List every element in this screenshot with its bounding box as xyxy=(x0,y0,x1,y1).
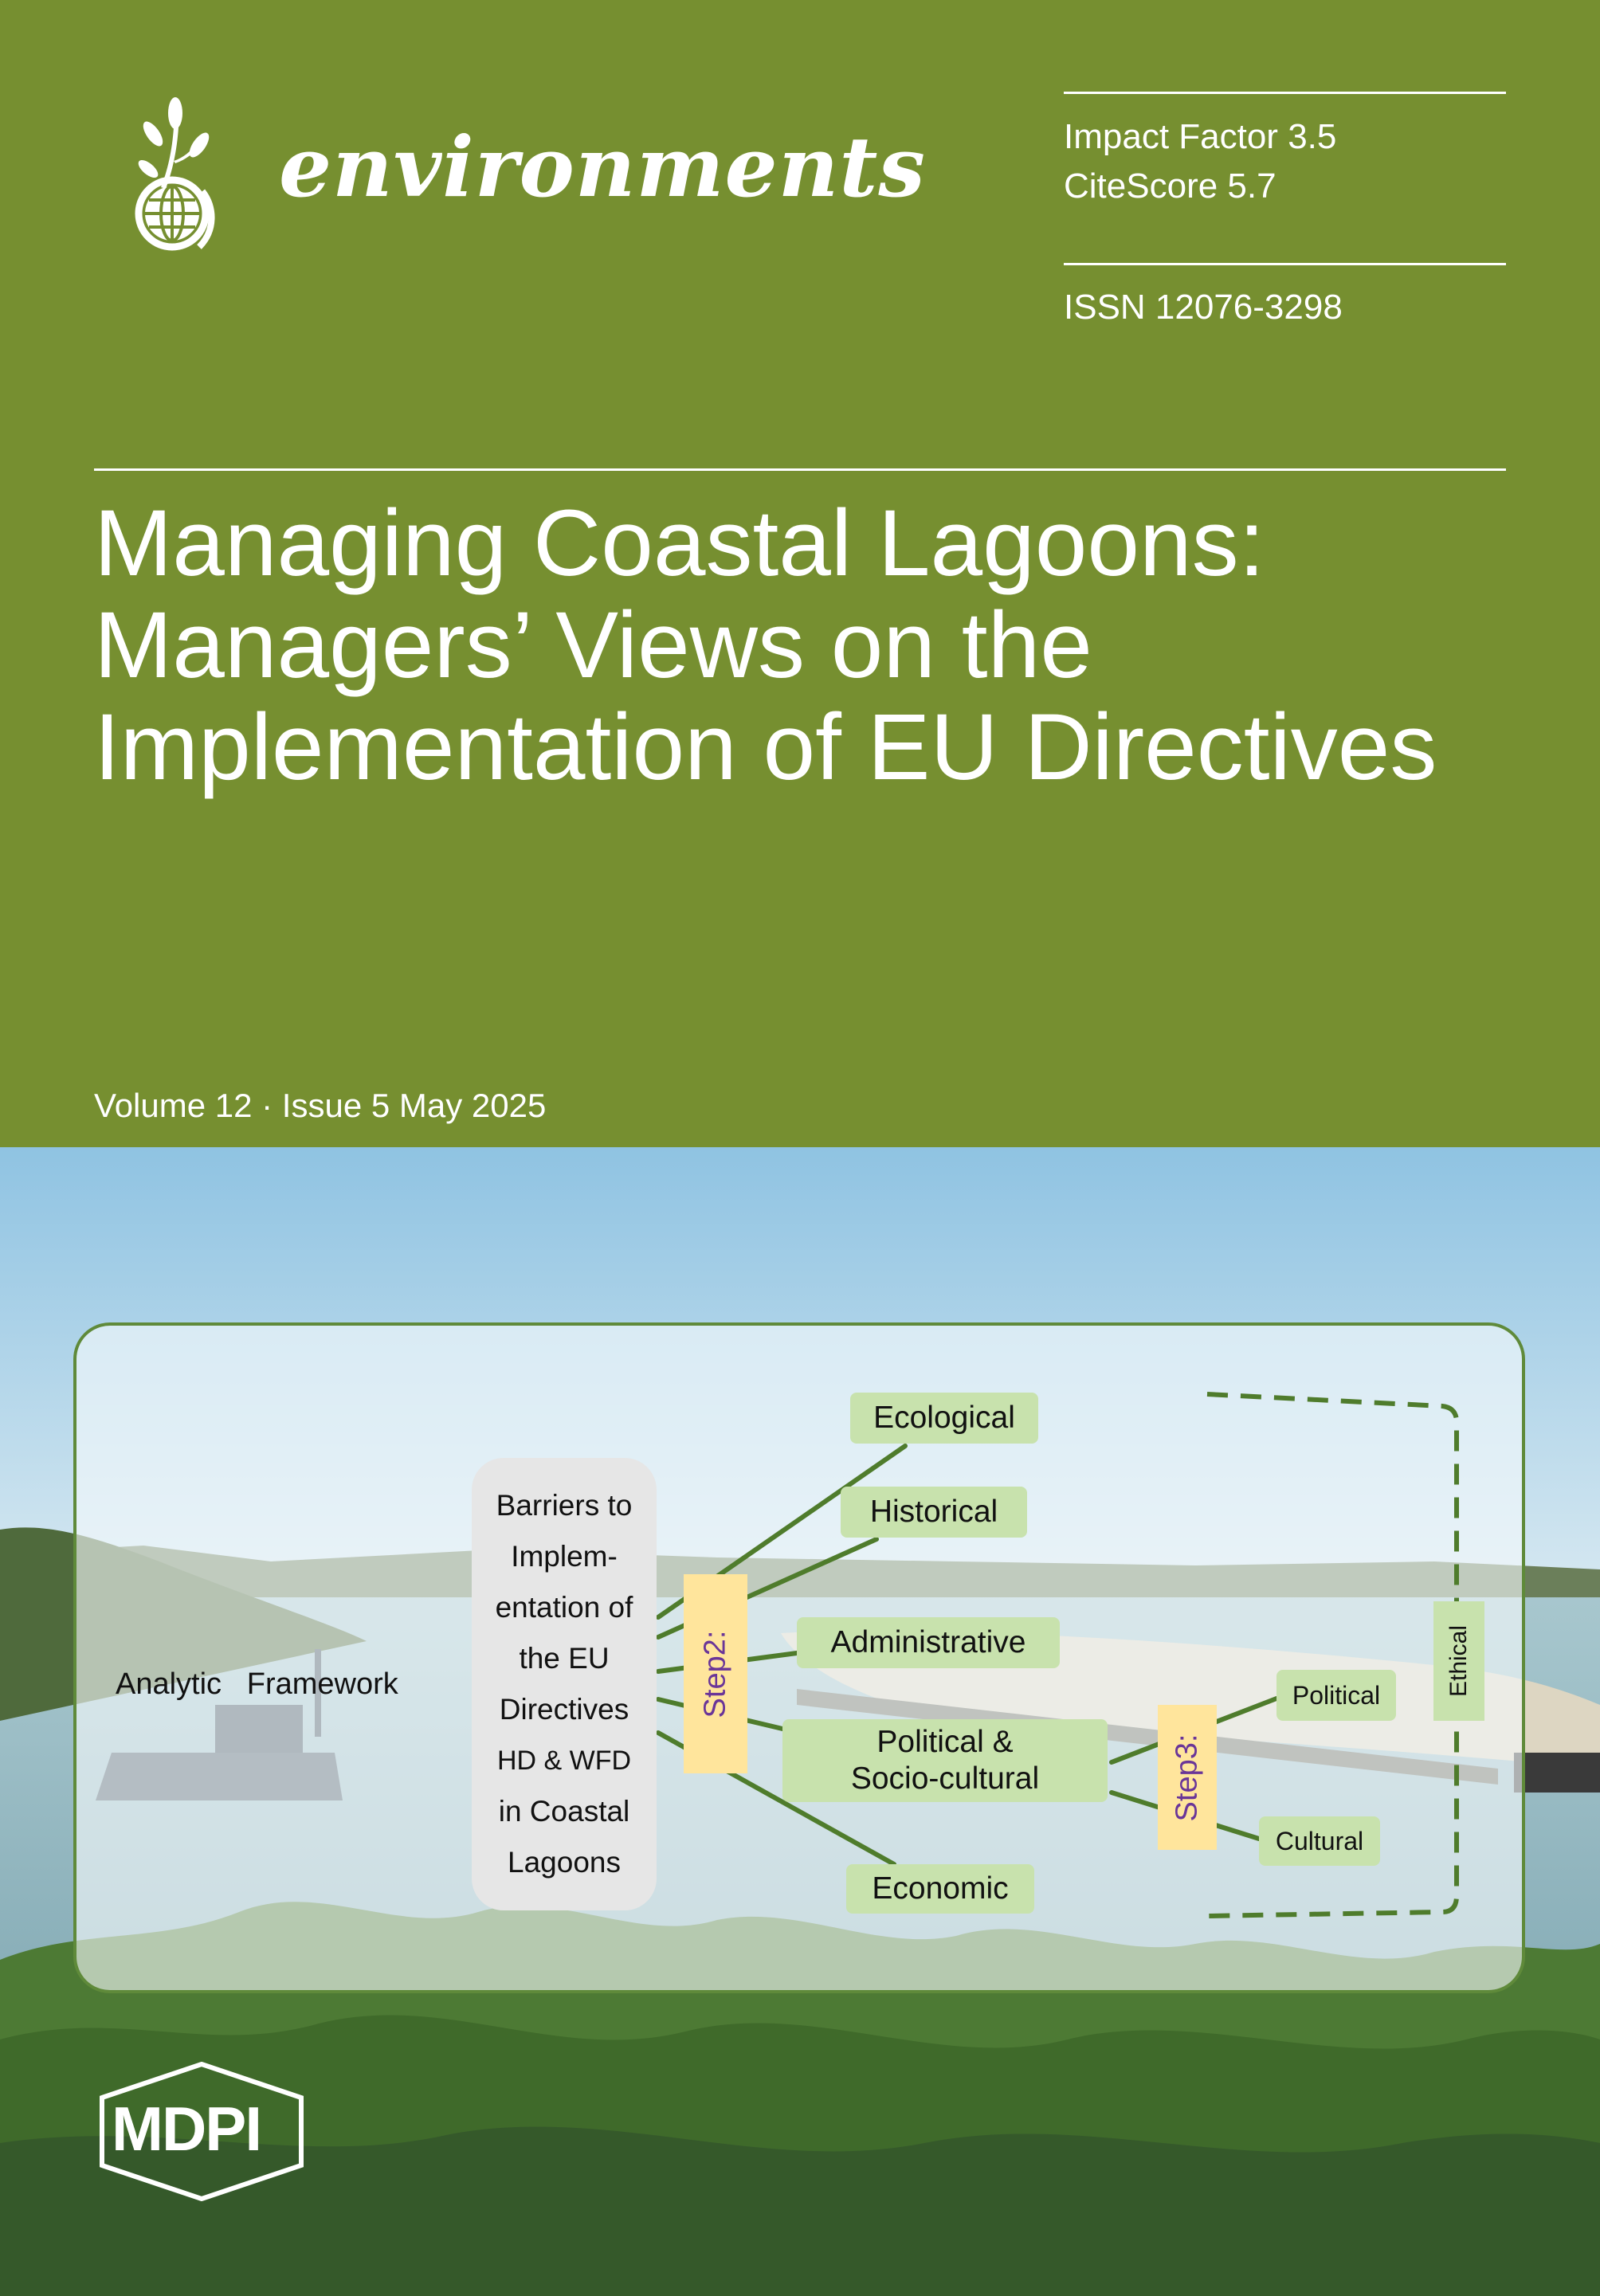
barrier-line: Implem- xyxy=(511,1540,618,1573)
ethical-label xyxy=(1433,1601,1484,1721)
step2-label xyxy=(684,1574,747,1773)
barriers-box xyxy=(472,1458,657,1910)
node-political: Political xyxy=(1276,1670,1396,1721)
node-administrative: Administrative xyxy=(797,1617,1060,1668)
title-line: Managing Coastal Lagoons: xyxy=(94,491,1265,596)
step3-text: Step3: xyxy=(1170,1734,1204,1821)
node-cultural: Cultural xyxy=(1259,1816,1380,1866)
step2-text: Step2: xyxy=(698,1630,732,1718)
volume-issue: Volume 12 · Issue 5 May 2025 xyxy=(94,1087,547,1124)
ethical-text: Ethical xyxy=(1445,1624,1473,1698)
node-economic: Economic xyxy=(846,1864,1034,1914)
barrier-line: Lagoons xyxy=(508,1846,621,1879)
issn: ISSN 12076-3298 xyxy=(1064,288,1343,327)
title-line: Implementation of EU Directives xyxy=(94,695,1437,800)
analytic-framework-label: Analytic Framework xyxy=(116,1667,398,1701)
barrier-line: HD & WFD xyxy=(496,1746,632,1776)
node-historical: Historical xyxy=(841,1487,1027,1538)
title-line: Managers’ Views on the xyxy=(94,593,1092,698)
node-political-socio: Political & Socio-cultural xyxy=(782,1719,1108,1802)
barrier-line: Directives xyxy=(499,1693,629,1726)
cite-score: CiteScore 5.7 xyxy=(1064,167,1276,206)
journal-name: environments xyxy=(279,118,926,216)
barrier-line: in Coastal xyxy=(498,1795,630,1828)
impact-factor: Impact Factor 3.5 xyxy=(1064,117,1337,156)
step3-label xyxy=(1158,1705,1217,1850)
barrier-line: the EU xyxy=(519,1642,610,1675)
barrier-line: Barriers to xyxy=(496,1489,633,1522)
publisher-name: MDPI xyxy=(112,2094,261,2164)
barrier-line: entation of xyxy=(495,1591,633,1624)
node-ecological: Ecological xyxy=(850,1393,1038,1444)
